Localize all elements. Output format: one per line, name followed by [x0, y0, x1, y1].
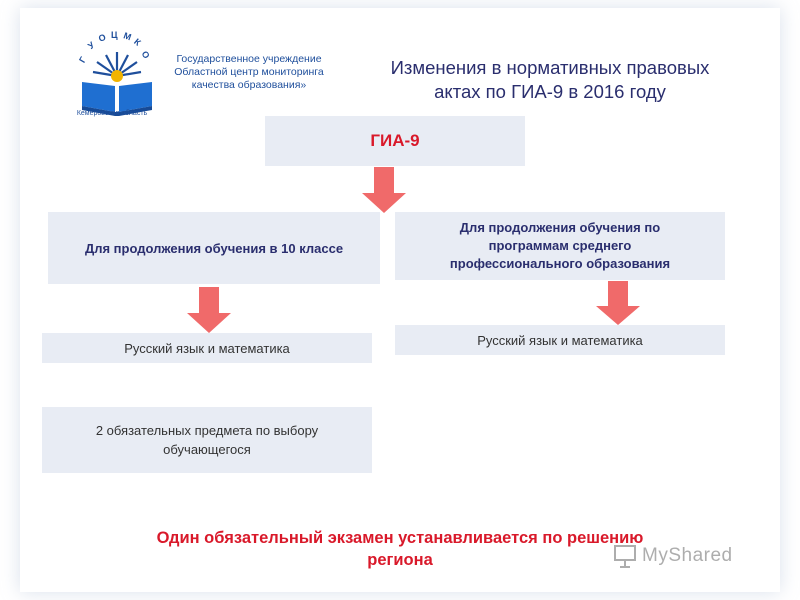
heading-line: профессионального образования	[449, 256, 671, 271]
heading-line: Для продолжения обучения по	[459, 220, 661, 235]
right-item-russian-math: Русский язык и математика	[395, 325, 725, 355]
svg-text:Г: Г	[77, 55, 89, 65]
svg-text:У: У	[85, 39, 97, 51]
left-item-russian-math: Русский язык и математика	[42, 333, 372, 363]
down-arrow-icon	[596, 281, 640, 325]
svg-text:М: М	[122, 30, 133, 43]
svg-text:О: О	[139, 49, 152, 61]
right-branch-heading	[395, 212, 725, 280]
heading-line: программам среднего	[488, 238, 632, 253]
book-sun-logo-icon	[72, 30, 162, 122]
down-arrow-icon	[187, 287, 231, 333]
left-branch-heading: Для продолжения обучения в 10 классе	[48, 212, 380, 284]
org-line: качества образования»	[191, 79, 307, 91]
org-line: Областной центр мониторинга	[174, 66, 324, 78]
footer-line: региона	[367, 551, 433, 569]
presentation-board-icon	[612, 543, 638, 569]
slide-title	[350, 56, 750, 104]
svg-text:К: К	[132, 36, 143, 48]
title-line: актах по ГИА-9 в 2016 году	[434, 81, 666, 102]
svg-text:О: О	[97, 31, 108, 44]
item-line: обучающегося	[163, 442, 251, 457]
region-label: Кемеровская область	[76, 110, 148, 117]
title-line: Изменения в нормативных правовых	[390, 57, 710, 78]
footer-line: Один обязательный экзамен устанавливается по решению	[156, 529, 644, 547]
watermark	[612, 543, 733, 569]
gia9-root-node: ГИА-9	[265, 116, 525, 166]
org-line: Государственное учреждение	[176, 53, 322, 65]
organization-name	[158, 53, 340, 92]
down-arrow-icon	[362, 167, 406, 213]
left-item-elective-subjects	[42, 407, 372, 473]
item-line: 2 обязательных предмета по выбору	[95, 423, 319, 438]
svg-text:Ц: Ц	[111, 30, 118, 40]
watermark-text: MyShared	[642, 545, 733, 566]
